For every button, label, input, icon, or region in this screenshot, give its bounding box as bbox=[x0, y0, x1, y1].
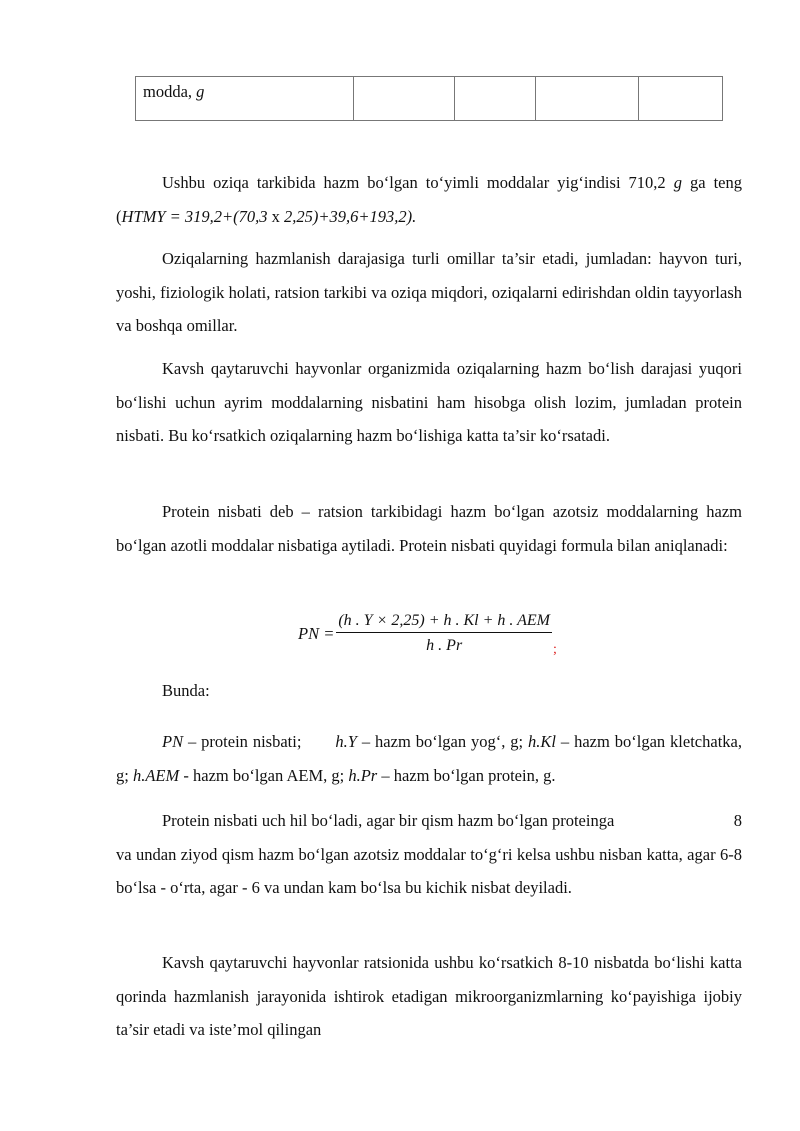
paragraph-protein-ratio-types: Protein nisbati uch hil bo‘ladi, agar bir qism hazm bo‘lgan proteinga 8 va undan ziyod qism hazm bo‘lgan azotsiz moddalar to‘g‘ri kelsa ushbu nisban katta, agar 6-8 bo‘lsa - o‘rta, agar - 6 va undan kam bo‘lsa bu kichik nisbat deyiladi. bbox=[116, 811, 742, 897]
formula-lhs: PN = bbox=[298, 623, 335, 643]
paragraph-legend: PN – protein nisbati; h.Y – hazm bo‘lgan yog‘, g; h.Kl – hazm bo‘lgan kletchatka, g; h.AEM - hazm bo‘lgan AEM, g; h.Pr – hazm bo‘lgan protein, g. bbox=[116, 732, 742, 785]
table-cell bbox=[354, 77, 455, 121]
formula-numerator: (h . Y × 2,25) + h . Kl + h . AEM bbox=[336, 612, 552, 633]
paragraph-digestibility-factors: Oziqalarning hazmlanish darajasiga turli omillar ta’sir etadi, jumladan: hayvon turi, yoshi, fiziologik holati, ratsion tarkibi va oziqa miqdori, oziqalarni edirishdan oldin tayyorlash va boshqa omillar. bbox=[116, 249, 742, 335]
paragraph-ruminants: Kavsh qaytaruvchi hayvonlar organizmida oziqalarning hazm bo‘lish darajasi yuqori bo‘lishi uchun ayrim moddalarning nisbatini ham hisobga olish lozim, jumladan protein nisbati. Bu ko‘rsatkich oziqalarning hazm bo‘lishiga katta ta’sir ko‘rsatadi. bbox=[116, 359, 742, 445]
paragraph-where: Bunda: bbox=[162, 681, 210, 700]
table-cell bbox=[455, 77, 536, 121]
table-cell bbox=[536, 77, 639, 121]
table-row bbox=[136, 77, 723, 121]
paragraph-ruminant-ratio: Kavsh qaytaruvchi hayvonlar ratsionida ushbu ko‘rsatkich 8-10 nisbatda bo‘lishi katta qorinda hazmlanish jarayonida ishtirok etadigan mikroorganizmlarning ko‘payishiga ijobiy ta’sir etadi va iste’mol qilingan bbox=[116, 953, 742, 1039]
formula-semicolon: ; bbox=[553, 642, 557, 657]
table-cell bbox=[639, 77, 723, 121]
protein-ratio-formula bbox=[298, 612, 557, 657]
formula-fraction bbox=[336, 612, 552, 655]
table-cell-label: modda, g bbox=[136, 77, 354, 121]
formula-denominator: h . Pr bbox=[426, 637, 463, 654]
paragraph-protein-ratio-definition: Protein nisbati deb – ratsion tarkibidagi hazm bo‘lgan azotsiz moddalarning hazm bo‘lgan azotli moddalar nisbatiga aytiladi. Protein nisbati quyidagi formula bilan aniqlanadi: bbox=[116, 502, 742, 555]
data-table bbox=[135, 76, 723, 121]
paragraph-htmy: Ushbu oziqa tarkibida hazm bo‘lgan to‘yimli moddalar yig‘indisi 710,2 g ga teng (HTMY = 319,2+(70,3 x 2,25)+39,6+193,2). bbox=[116, 173, 743, 226]
